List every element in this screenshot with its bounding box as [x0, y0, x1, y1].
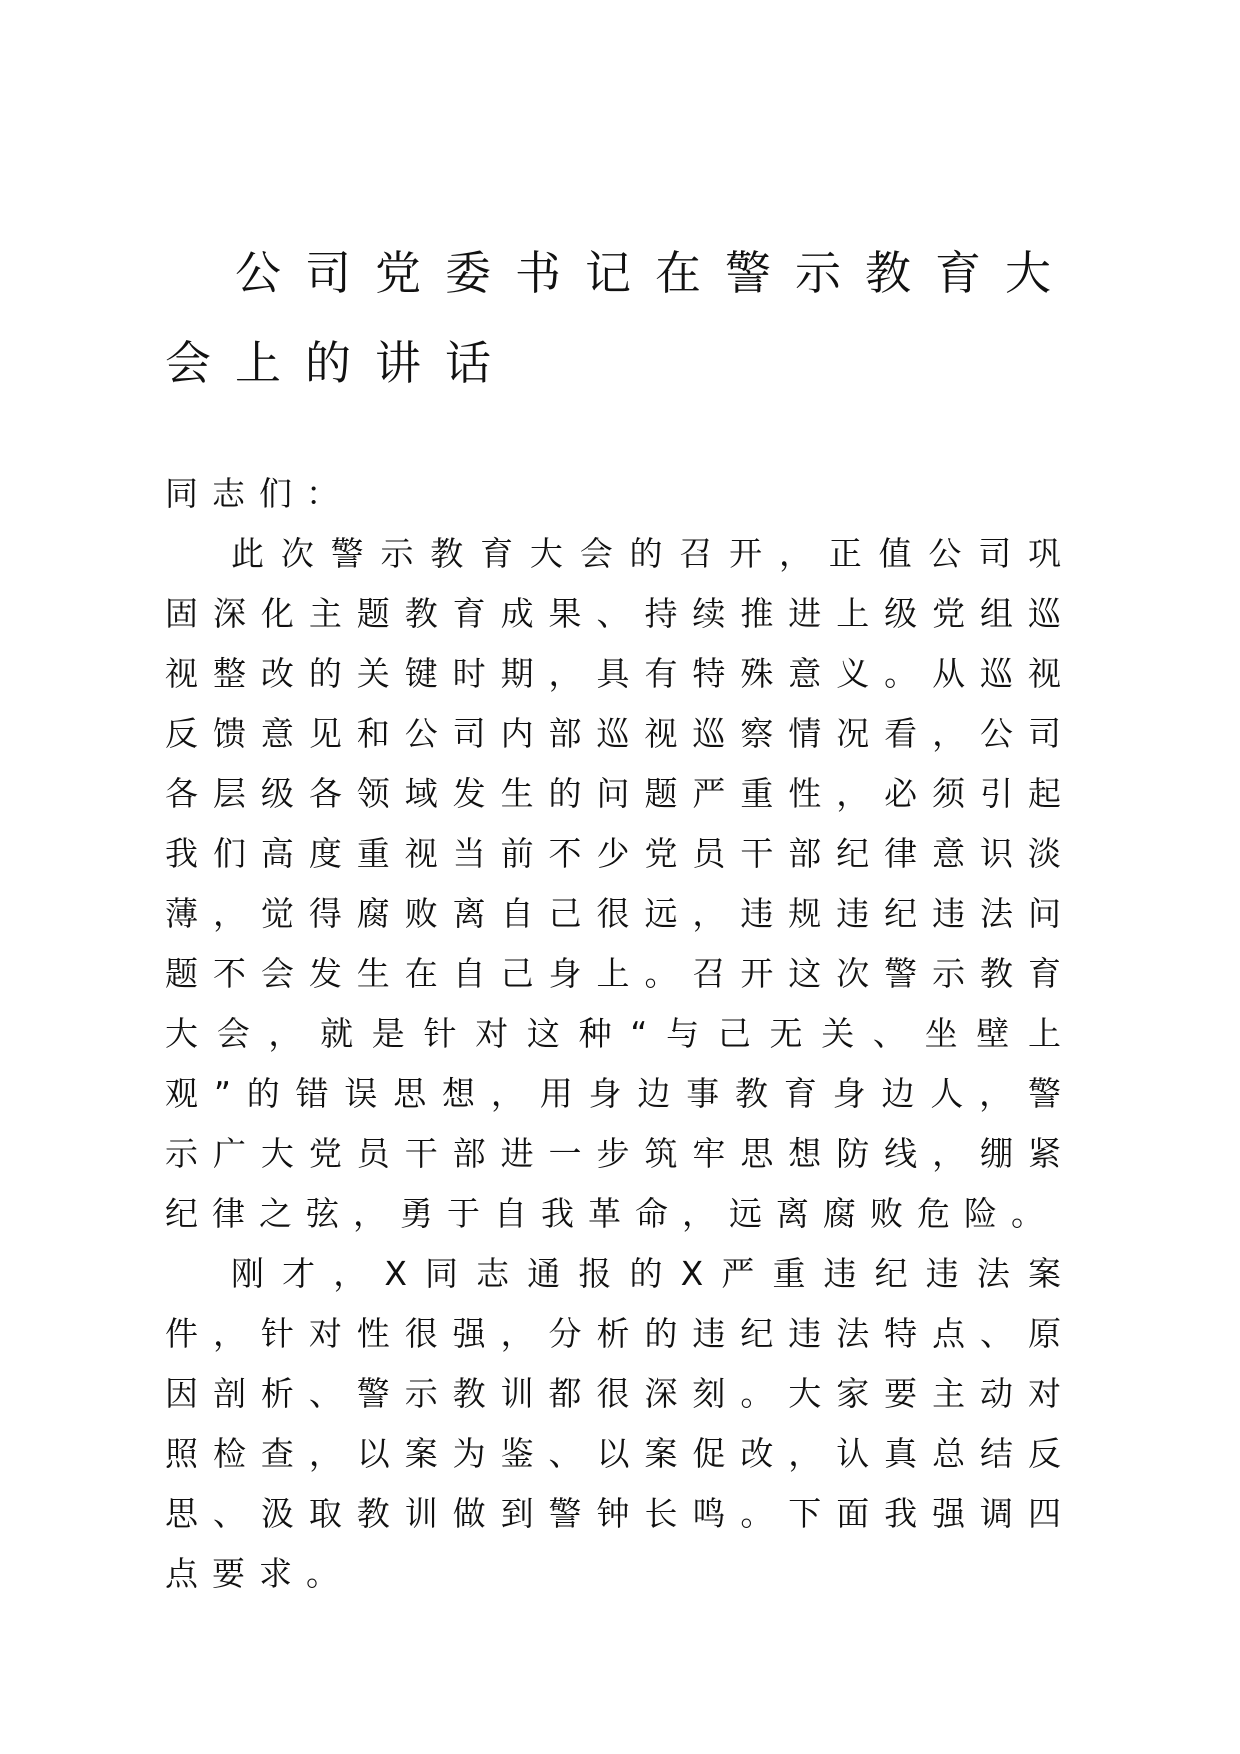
document-body — [165, 464, 1075, 1604]
paragraph-2: 刚才，X同志通报的X严重违纪违法案件，针对性很强，分析的违纪违法特点、原因剖析、警示教训都很深刻。大家要主动对照检查，以案为鉴、以案促改，认真总结反思、汲取教训做到警钟长鸣。下面我强调四点要求。 — [165, 1254, 1075, 1593]
paragraph-1: 此次警示教育大会的召开，正值公司巩固深化主题教育成果、持续推进上级党组巡视整改的关键时期，具有特殊意义。从巡视反馈意见和公司内部巡视巡察情况看，公司各层级各领域发生的问题严重性，必须引起我们高度重视当前不少党员干部纪律意识淡薄，觉得腐败离自己很远，违规违纪违法问题不会发生在自己身上。召开这次警示教育大会，就是针对这种“与己无关、坐壁上观”的错误思想，用身边事教育身边人，警示广大党员干部进一步筑牢思想防线，绷紧纪律之弦，勇于自我革命，远离腐败危险。 — [165, 534, 1075, 1233]
salutation: 同志们： — [165, 474, 353, 513]
document-title: 公司党委书记在警示教育大会上的讲话 — [165, 246, 1075, 390]
